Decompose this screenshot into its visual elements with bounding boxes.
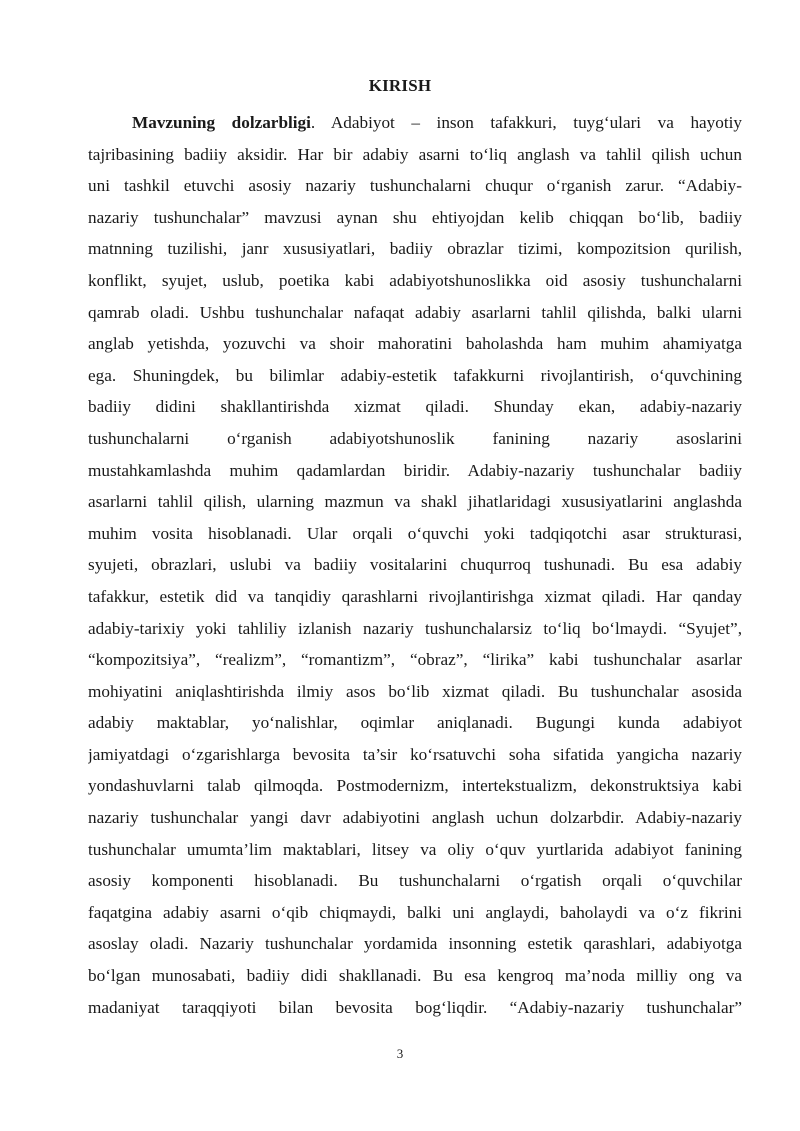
text-line: adabiy-tarixiy yoki tahliliy izlanish nazariy tushunchalarsiz to‘liq bo‘lmaydi. “Syujet”, bbox=[88, 618, 742, 638]
text-line: bo‘lgan munosabati, badiiy didi shakllanadi. Bu esa kengroq ma’noda milliy ong va bbox=[88, 966, 742, 986]
text-line: faqatgina adabiy asarni o‘qib chiqmaydi, balki uni anglaydi, baholaydi va o‘z fikrini bbox=[88, 902, 742, 922]
text-line: ega. Shuningdek, bu bilimlar adabiy-estetik tafakkurni rivojlantirish, o‘quvchining bbox=[88, 365, 742, 385]
text-line: asosiy komponenti hisoblanadi. Bu tushunchalarni o‘rgatish orqali o‘quvchilar bbox=[88, 871, 742, 891]
text-line: jamiyatdagi o‘zgarishlarga bevosita ta’sir ko‘rsatuvchi soha sifatida yangicha nazariy bbox=[88, 744, 742, 764]
text-line: nazariy tushunchalar” mavzusi aynan shu ehtiyojdan kelib chiqqan bo‘lib, badiiy bbox=[88, 207, 742, 227]
text-line: syujeti, obrazlari, uslubi va badiiy vositalarini chuqurroq tushunadi. Bu esa adabiy bbox=[88, 555, 742, 575]
text-line: muhim vosita hisoblanadi. Ular orqali o‘quvchi yoki tadqiqotchi asar strukturasi, bbox=[88, 523, 742, 543]
text-line: uni tashkil etuvchi asosiy nazariy tushunchalarni chuqur o‘rganish zarur. “Adabiy- bbox=[88, 176, 742, 196]
text-line bbox=[88, 107, 742, 139]
text-line: nazariy tushunchalar yangi davr adabiyotini anglash uchun dolzarbdir. Adabiy-nazariy bbox=[88, 808, 742, 828]
section-title: KIRISH bbox=[368, 76, 432, 95]
page-number: 3 bbox=[396, 1046, 404, 1061]
text-line: asarlarni tahlil qilish, ularning mazmun va shakl jihatlaridagi xususiyatlarini anglashda bbox=[88, 492, 742, 512]
text-line: qamrab oladi. Ushbu tushunchalar nafaqat adabiy asarlarni tahlil qilishda, balki ularni bbox=[88, 302, 742, 322]
text-line-content: . Adabiyot – inson tafakkuri, tuyg‘ulari va hayotiy bbox=[310, 113, 742, 132]
text-line: tushunchalarni o‘rganish adabiyotshunoslik fanining nazariy asoslarini bbox=[88, 428, 742, 448]
text-line: tajribasining badiiy aksidir. Har bir adabiy asarni to‘liq anglash va tahlil qilish uchun bbox=[88, 144, 742, 164]
text-line: “kompozitsiya”, “realizm”, “romantizm”, “obraz”, “lirika” kabi tushunchalar asarlar bbox=[88, 650, 742, 670]
text-line: adabiy maktablar, yo‘nalishlar, oqimlar aniqlanadi. Bugungi kunda adabiyot bbox=[88, 713, 742, 733]
text-line: mustahkamlashda muhim qadamlardan biridir. Adabiy-nazariy tushunchalar badiiy bbox=[88, 460, 742, 480]
text-line: anglab yetishda, yozuvchi va shoir mahoratini baholashda ham muhim ahamiyatga bbox=[88, 334, 742, 354]
text-line: tushunchalar umumta’lim maktablari, litsey va oliy o‘quv yurtlarida adabiyot fanining bbox=[88, 839, 742, 859]
text-line: yondashuvlarni talab qilmoqda. Postmodernizm, intertekstualizm, dekonstruktsiya kabi bbox=[88, 776, 742, 796]
text-line: matnning tuzilishi, janr xususiyatlari, badiiy obrazlar tizimi, kompozitsion qurilish, bbox=[88, 239, 742, 259]
text-line: madaniyat taraqqiyoti bilan bevosita bog‘liqdir. “Adabiy-nazariy tushunchalar” bbox=[88, 997, 742, 1017]
text-line: tafakkur, estetik did va tanqidiy qarashlarni rivojlantirishga xizmat qiladi. Har qanday bbox=[88, 586, 742, 606]
text-line: konflikt, syujet, uslub, poetika kabi adabiyotshunoslikka oid asosiy tushunchalarni bbox=[88, 270, 742, 290]
text-line: badiiy didini shakllantirishda xizmat qiladi. Shunday ekan, adabiy-nazariy bbox=[88, 397, 742, 417]
text-line: asoslay oladi. Nazariy tushunchalar yordamida insonning estetik qarashlari, adabiyotga bbox=[88, 934, 742, 954]
body-paragraph bbox=[88, 107, 742, 1023]
lead-heading: Mavzuning dolzarbligi bbox=[132, 113, 311, 132]
text-line: mohiyatini aniqlashtirishda ilmiy asos bo‘lib xizmat qiladi. Bu tushunchalar asosida bbox=[88, 681, 742, 701]
